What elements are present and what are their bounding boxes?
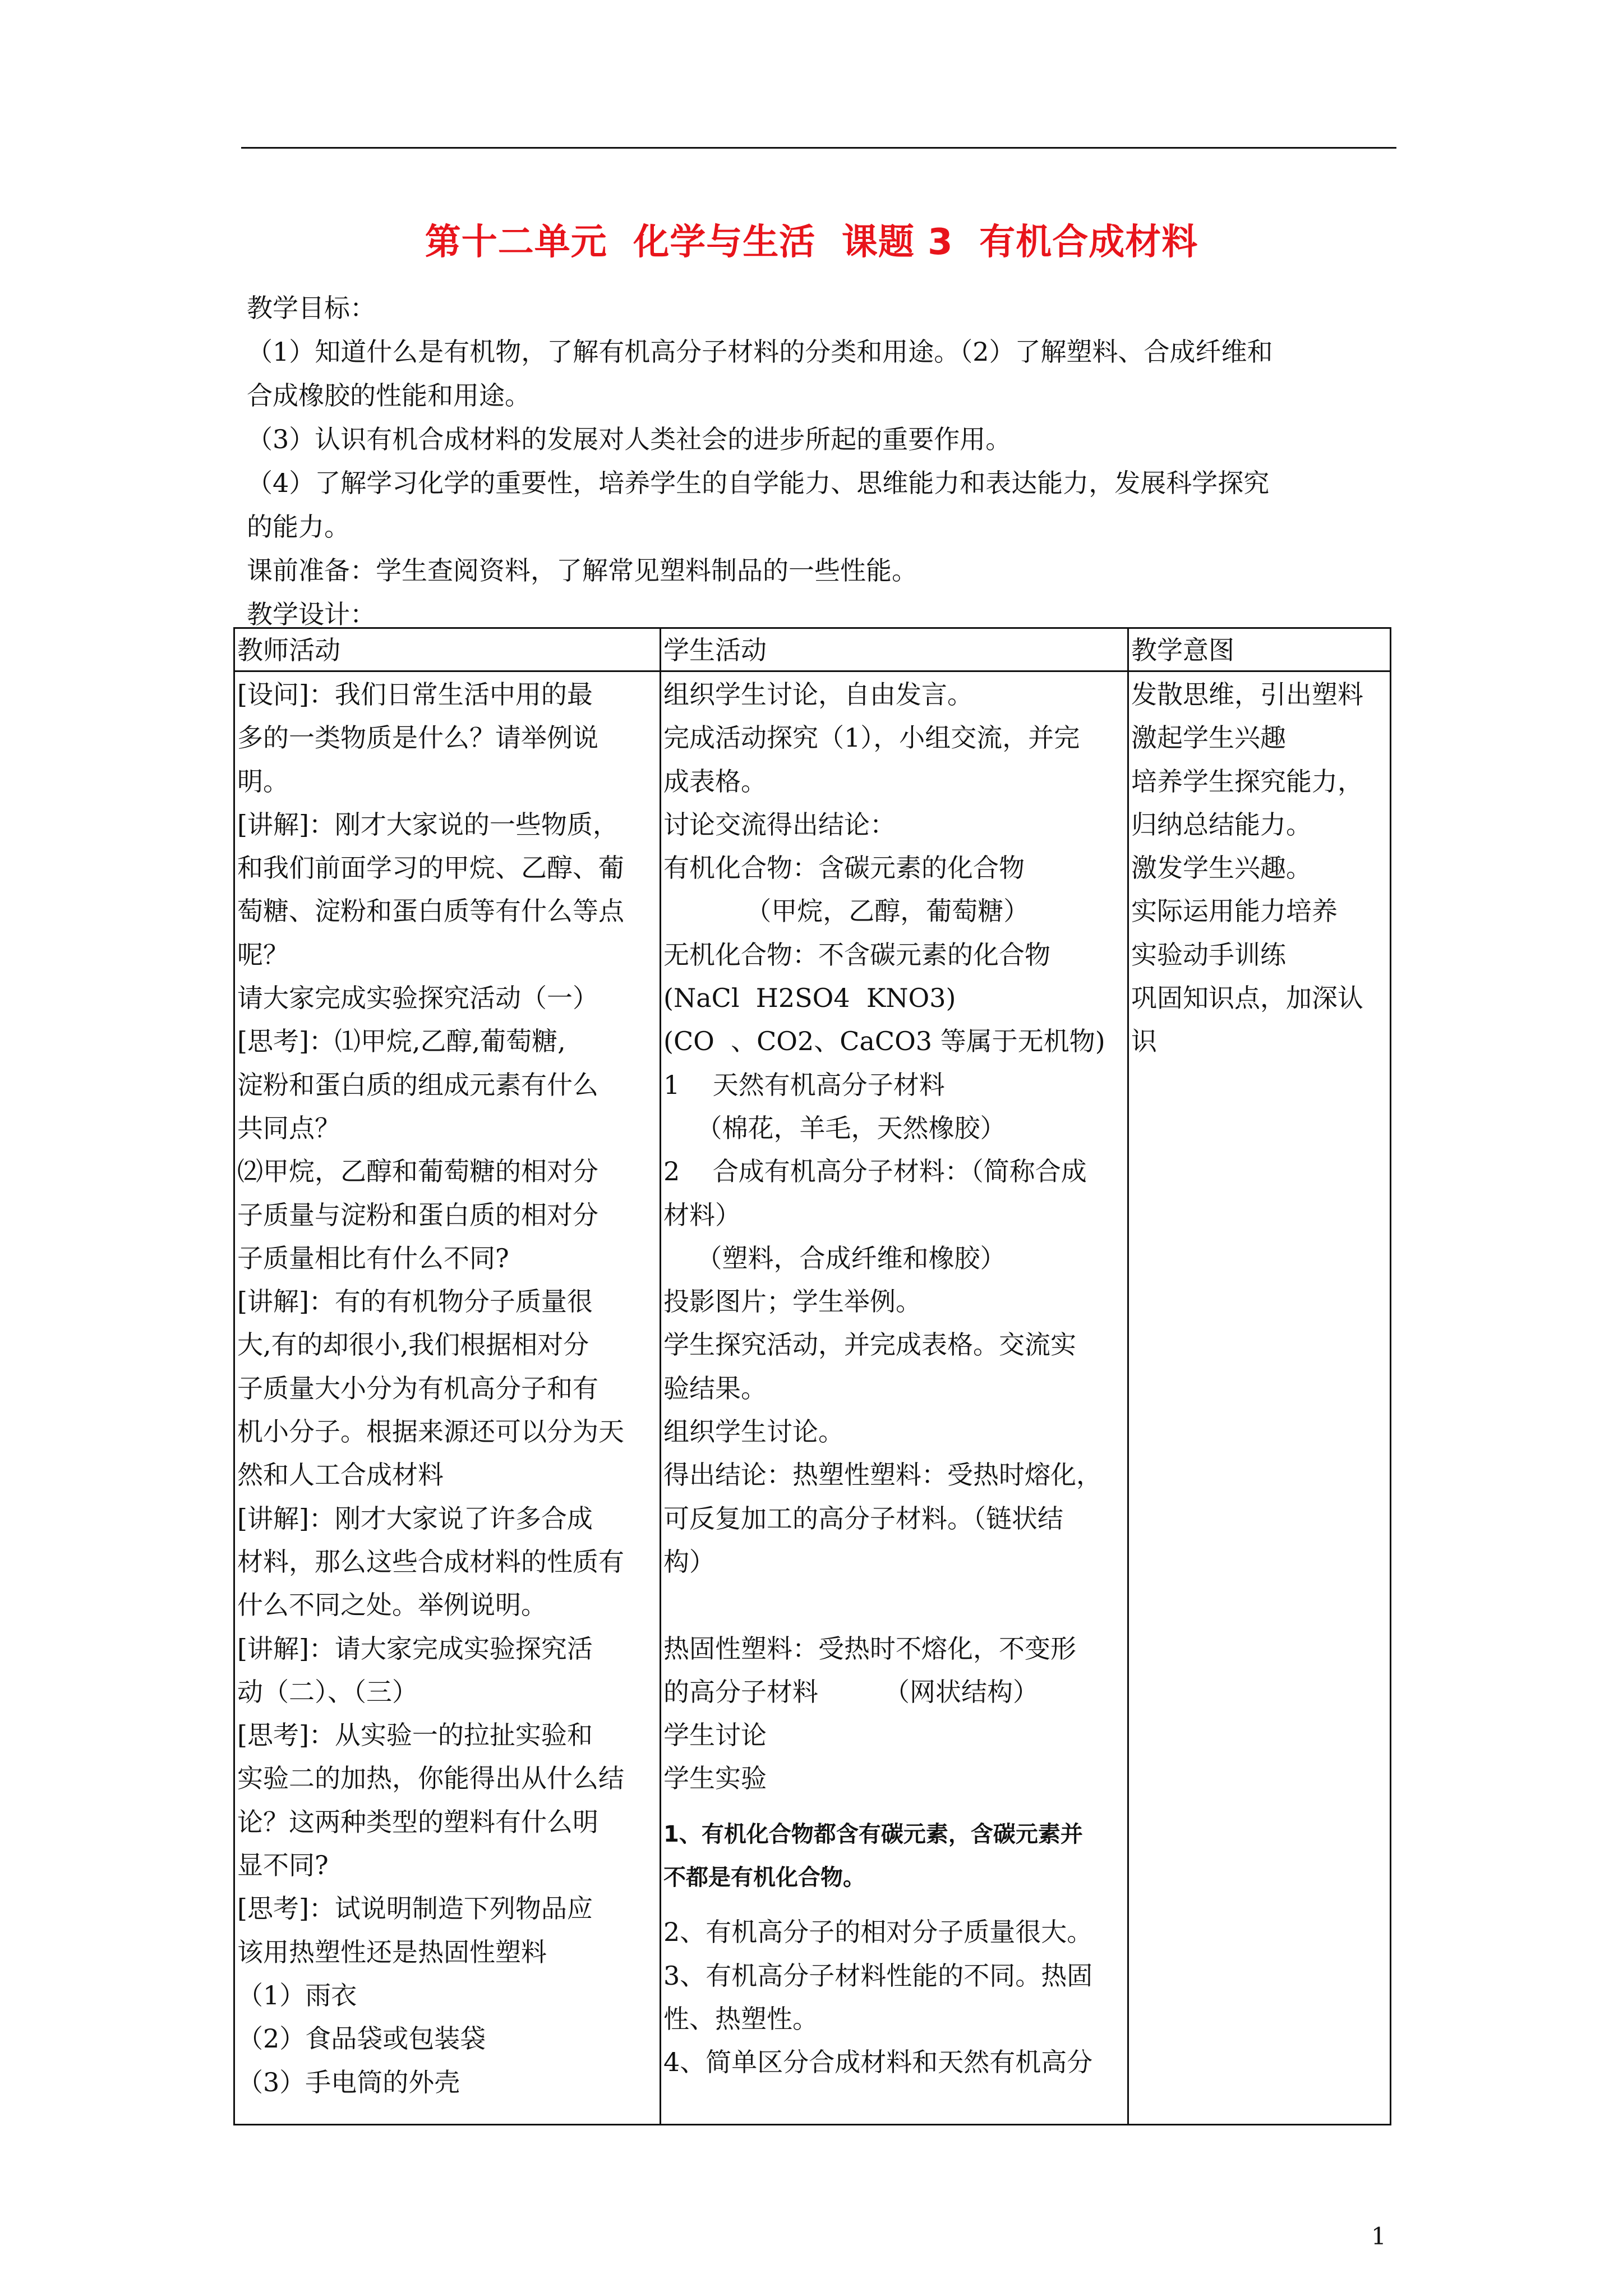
teacher-activity-line: 该用热塑性还是热固性塑料 [237, 1936, 547, 1967]
teacher-activity-line: 明。 [237, 766, 289, 797]
student-activity-line: 组织学生讨论。 [663, 1416, 844, 1447]
student-activity-line: 无机化合物：不含碳元素的化合物 [663, 939, 1050, 970]
page-title: 第十二单元 化学与生活 课题 3 有机合成材料 [425, 222, 1198, 263]
teaching-intent-line: 培养学生探究能力， [1131, 766, 1363, 797]
teacher-activity-line: 共同点？ [237, 1112, 340, 1143]
student-activity-line: 构） [663, 1546, 715, 1577]
teacher-activity-line: [讲解]：刚才大家说了许多合成 [237, 1503, 593, 1534]
teacher-activity-line: 子质量相比有什么不同? [237, 1243, 509, 1273]
student-conclusion-line: 性、热塑性。 [663, 2003, 818, 2034]
spacer [663, 1899, 1125, 1911]
objective-line: 合成橡胶的性能和用途。 [247, 380, 531, 411]
student-activity-line: （塑料，合成纤维和橡胶） [663, 1243, 1006, 1273]
student-activity-line: 1 天然有机高分子材料 [663, 1069, 945, 1100]
teacher-activity-line: [思考]：⑴甲烷,乙醇,葡萄糖, [237, 1026, 566, 1057]
student-activity-line: 材料） [663, 1199, 741, 1230]
student-activity-line: (CO 、CO2、CaCO3 等属于无机物) [663, 1026, 1105, 1057]
teacher-activity-line: 请大家完成实验探究活动（一） [237, 983, 598, 1014]
teacher-activity-line: [思考]：从实验一的拉扯实验和 [237, 1720, 593, 1751]
teacher-activity-line: 子质量大小分为有机高分子和有 [237, 1373, 598, 1404]
teacher-activity-line: 机小分子。根据来源还可以分为天 [237, 1416, 624, 1447]
teacher-activity-line: （3）手电筒的外壳 [237, 2067, 460, 2097]
teacher-activity-line: （1）雨衣 [237, 1980, 357, 2010]
teacher-activity-line: 萄糖、淀粉和蛋白质等有什么等点 [237, 896, 624, 927]
header-teacher-activity: 教师活动 [234, 628, 661, 671]
teacher-activity-line: 和我们前面学习的甲烷、乙醇、葡 [237, 853, 624, 884]
teacher-activity-line: 大,有的却很小,我们根据相对分 [237, 1329, 589, 1360]
teacher-activity-line: 什么不同之处。举例说明。 [237, 1590, 547, 1621]
student-activity-line: 组织学生讨论，自由发言。 [663, 679, 973, 710]
header-rule [241, 147, 1396, 149]
student-activity-line: 学生探究活动，并完成表格。交流实 [663, 1329, 1076, 1360]
teacher-activity-line: [思考]：试说明制造下列物品应 [237, 1893, 593, 1924]
teacher-activity-line: 然和人工合成材料 [237, 1460, 444, 1490]
teaching-intent-line: 激起学生兴趣 [1131, 723, 1286, 753]
teacher-activity-line: 多的一类物质是什么？请举例说 [237, 723, 598, 753]
lesson-design-table [233, 627, 1391, 2125]
student-conclusion-line: 3、有机高分子材料性能的不同。热固 [663, 1960, 1093, 1991]
student-conclusion-line: 4、简单区分合成材料和天然有机高分 [663, 2047, 1093, 2078]
student-activity-line: 讨论交流得出结论： [663, 809, 896, 840]
teacher-activity-line: 材料，那么这些合成材料的性质有 [237, 1546, 624, 1577]
lesson-intro [247, 286, 1396, 636]
student-activity-line: 投影图片；学生举例。 [663, 1286, 921, 1317]
student-activity-line: 学生讨论 [663, 1720, 767, 1751]
teaching-intent-cell [1128, 671, 1391, 2125]
teaching-intent-line: 实验动手训练 [1131, 939, 1286, 970]
student-activity-line: 2 合成有机高分子材料：（简称合成 [663, 1156, 1087, 1187]
header-student-activity: 学生活动 [661, 628, 1128, 671]
teacher-activity-line: 显不同? [237, 1850, 329, 1881]
student-activity-line: 可反复加工的高分子材料。（链状结 [663, 1503, 1063, 1534]
student-activity-cell [661, 671, 1128, 2125]
student-conclusion-bold-line: 不都是有机化合物。 [663, 1865, 865, 1891]
student-activity-line: 的高分子材料 （网状结构） [663, 1676, 1039, 1707]
objective-line: （3）认识有机合成材料的发展对人类社会的进步所起的重要作用。 [247, 424, 1012, 454]
teacher-activity-line: 子质量与淀粉和蛋白质的相对分 [237, 1199, 598, 1230]
design-label: 教学设计： [247, 599, 376, 629]
teaching-intent-line: 巩固知识点，加深认 [1131, 983, 1363, 1014]
student-activity-line: （甲烷，乙醇，葡萄糖） [663, 896, 1030, 927]
student-activity-line: 得出结论：热塑性塑料：受热时熔化， [663, 1460, 1102, 1490]
objective-line: （1）知道什么是有机物，了解有机高分子材料的分类和用途。（2）了解塑料、合成纤维和 [247, 337, 1273, 367]
teaching-intent-line: 发散思维，引出塑料 [1131, 679, 1363, 710]
teacher-activity-line: [讲解]：有的有机物分子质量很 [237, 1286, 593, 1317]
student-activity-line: （棉花，羊毛，天然橡胶） [663, 1112, 1006, 1143]
teacher-activity-line: [讲解]：请大家完成实验探究活 [237, 1633, 593, 1664]
teacher-activity-line: 呢？ [237, 939, 289, 970]
teacher-activity-cell [234, 671, 661, 2125]
student-activity-line: 成表格。 [663, 766, 767, 797]
student-activity-line: 有机化合物：含碳元素的化合物 [663, 853, 1025, 884]
teaching-intent-line: 识 [1131, 1026, 1157, 1057]
objective-line: 的能力。 [247, 512, 350, 542]
teaching-intent-line: 归纳总结能力。 [1131, 809, 1312, 840]
teacher-activity-line: 淀粉和蛋白质的组成元素有什么 [237, 1069, 598, 1100]
student-activity-line [663, 1584, 1125, 1627]
objective-line: （4）了解学习化学的重要性，培养学生的自学能力、思维能力和表达能力，发展科学探究 [247, 468, 1270, 498]
teacher-activity-line: 论？这两种类型的塑料有什么明 [237, 1806, 598, 1837]
student-activity-line: 验结果。 [663, 1373, 767, 1404]
spacer [663, 1801, 1125, 1813]
teacher-activity-line: ⑵甲烷，乙醇和葡萄糖的相对分 [237, 1156, 598, 1187]
teacher-activity-line: [设问]：我们日常生活中用的最 [237, 679, 593, 710]
objectives-label: 教学目标： [247, 293, 376, 323]
preparation-text: 课前准备：学生查阅资料，了解常见塑料制品的一些性能。 [247, 555, 917, 586]
teacher-activity-line: 实验二的加热，你能得出从什么结 [237, 1763, 624, 1794]
teacher-activity-line: 动（二）、（三） [237, 1676, 418, 1707]
header-teaching-intent: 教学意图 [1128, 628, 1391, 671]
student-activity-line: 完成活动探究（1），小组交流，并完 [663, 723, 1080, 753]
teaching-intent-line: 实际运用能力培养 [1131, 896, 1338, 927]
student-conclusion-line: 2、有机高分子的相对分子质量很大。 [663, 1917, 1093, 1948]
student-activity-line: 学生实验 [663, 1763, 767, 1794]
page-number: 1 [1371, 2223, 1386, 2250]
table-body-row [234, 671, 1391, 2125]
student-activity-line: (NaCl H2SO4 KNO3) [663, 983, 956, 1014]
teacher-activity-line: [讲解]：刚才大家说的一些物质， [237, 809, 619, 840]
student-activity-line: 热固性塑料：受热时不熔化，不变形 [663, 1633, 1076, 1664]
teaching-intent-line: 激发学生兴趣。 [1131, 853, 1312, 884]
teacher-activity-line: （2）食品袋或包装袋 [237, 2023, 486, 2054]
student-conclusion-bold-line: 1、有机化合物都含有碳元素，含碳元素并 [663, 1821, 1083, 1847]
table-header-row [234, 628, 1391, 671]
